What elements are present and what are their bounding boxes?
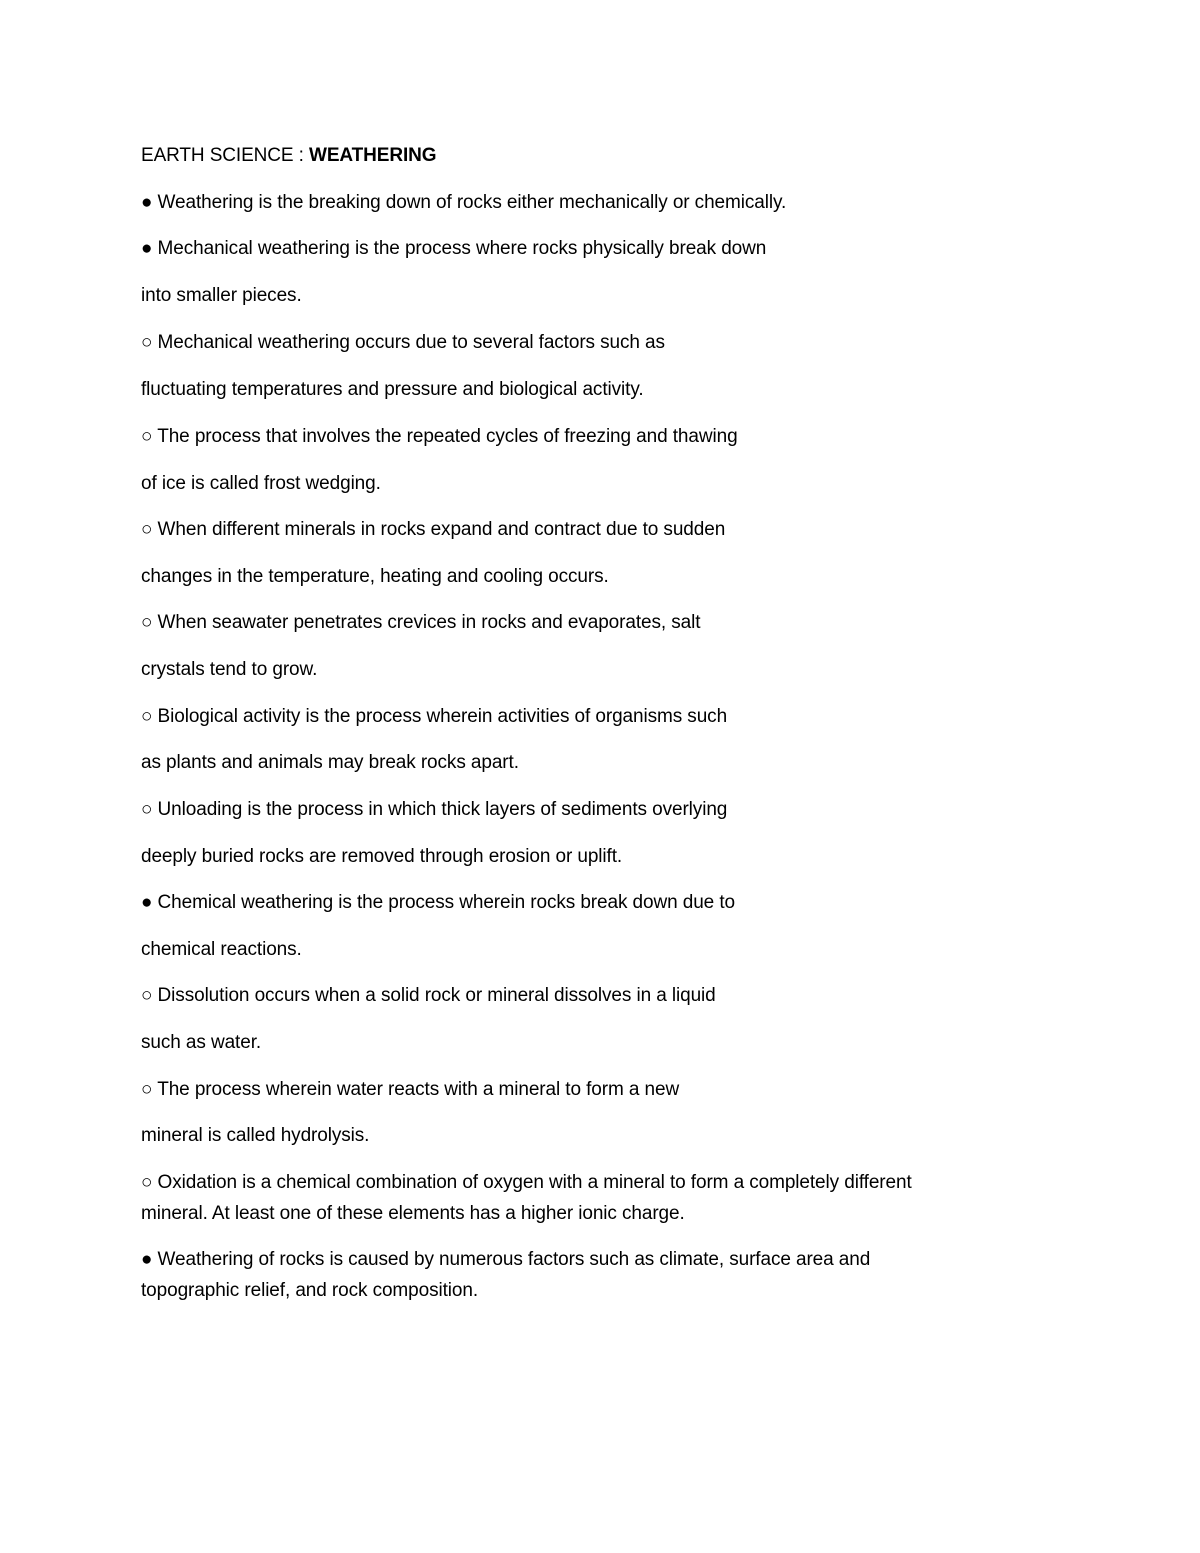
text-line: mineral is called hydrolysis. — [141, 1125, 370, 1146]
text-line: of ice is called frost wedging. — [141, 473, 381, 494]
sub-bullet-line: ○ Unloading is the process in which thick layers of sediments overlying — [141, 799, 728, 820]
sub-bullet-line: ○ Mechanical weathering occurs due to several factors such as — [141, 332, 665, 353]
sub-bullet-line: ○ When different minerals in rocks expand and contract due to sudden — [141, 519, 726, 540]
text-line: crystals tend to grow. — [141, 659, 318, 680]
text-line: as plants and animals may break rocks apart. — [141, 752, 519, 773]
title-prefix: EARTH SCIENCE : — [141, 145, 310, 166]
text-line: changes in the temperature, heating and cooling occurs. — [141, 566, 609, 587]
sub-bullet-line: ○ The process that involves the repeated cycles of freezing and thawing — [141, 426, 738, 447]
sub-bullet-line: ○ The process wherein water reacts with a mineral to form a new — [141, 1079, 680, 1100]
sub-bullet-line: ○ Biological activity is the process wherein activities of organisms such — [141, 706, 728, 727]
text-line: topographic relief, and rock composition. — [141, 1280, 479, 1301]
text-line: fluctuating temperatures and pressure and biological activity. — [141, 379, 644, 400]
text-line: into smaller pieces. — [141, 285, 302, 306]
sub-bullet-line: ○ Oxidation is a chemical combination of oxygen with a mineral to form a completely different — [141, 1172, 912, 1193]
bullet-line: ● Weathering is the breaking down of rocks either mechanically or chemically. — [141, 192, 787, 213]
bullet-line: ● Mechanical weathering is the process where rocks physically break down — [141, 238, 767, 259]
text-line: deeply buried rocks are removed through erosion or uplift. — [141, 846, 623, 867]
text-line: chemical reactions. — [141, 939, 302, 960]
sub-bullet-line: ○ When seawater penetrates crevices in rocks and evaporates, salt — [141, 612, 701, 633]
text-line: mineral. At least one of these elements has a higher ionic charge. — [141, 1203, 685, 1224]
page-title — [141, 144, 436, 168]
text-line: such as water. — [141, 1032, 262, 1053]
bullet-line: ● Chemical weathering is the process wherein rocks break down due to — [141, 892, 735, 913]
bullet-line: ● Weathering of rocks is caused by numerous factors such as climate, surface area and — [141, 1249, 871, 1270]
title-topic: WEATHERING — [309, 145, 437, 166]
sub-bullet-line: ○ Dissolution occurs when a solid rock or mineral dissolves in a liquid — [141, 985, 716, 1006]
